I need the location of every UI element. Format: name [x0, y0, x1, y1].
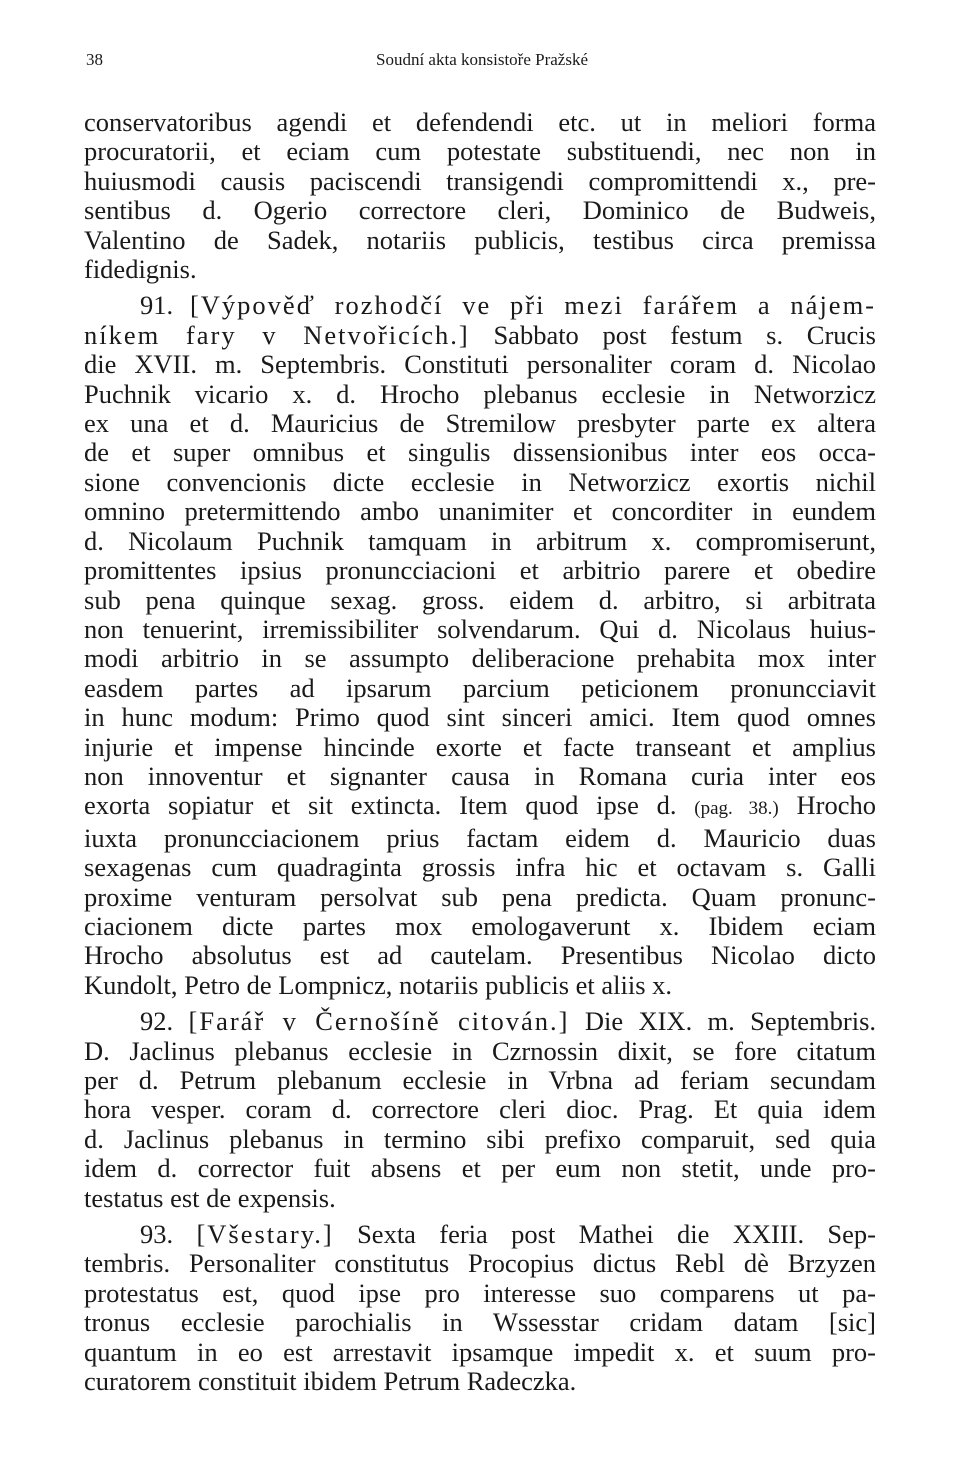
- text-line: iuxta pronuncciacionem prius factam eidem d. Mauricio duas: [84, 822, 876, 853]
- text-line: tronus ecclesie parochialis in Wssesstar cridam datam [sic]: [84, 1307, 876, 1338]
- page-number: 38: [86, 50, 103, 69]
- text-line: Hrocho absolutus est ad cautelam. Presentibus Nicolao dicto: [84, 940, 876, 971]
- text-line: hora vesper. coram d. correctore cleri dioc. Prag. Et quia idem: [84, 1094, 876, 1125]
- text-line: tembris. Personaliter constitutus Procopius dictus Rebl dè Brzyzen: [84, 1248, 876, 1279]
- text-line: sexagenas cum quadraginta grossis infra hic et octavam s. Galli: [84, 852, 876, 883]
- text-line: omnino pretermittendo ambo unanimiter et concorditer in eundem: [84, 496, 876, 527]
- text-line: protestatus est, quod ipse pro interesse suo comparens ut pa-: [84, 1277, 876, 1308]
- text-line: [84, 791, 876, 823]
- body-text: [84, 108, 876, 1396]
- entry-heading: [Farář v Černošíně citován.]: [188, 1006, 570, 1037]
- text-line: non innoventur et signanter causa in Romana curia inter eos: [84, 760, 876, 791]
- text-line: curatorem constituit ibidem Petrum Radeczka.: [84, 1366, 577, 1397]
- text-line: testatus est de expensis.: [84, 1182, 336, 1213]
- text-line: procuratorii, et eciam cum potestate substituendi, nec non in: [84, 136, 876, 167]
- text-line: injurie et impense hincinde exorte et facte transeant et amplius: [84, 731, 876, 762]
- page-header: [86, 50, 878, 74]
- entry-text: exorta sopiatur et sit extincta. Item quod ipse d.: [84, 790, 677, 821]
- entry-number: 93.: [140, 1219, 174, 1250]
- text-line: D. Jaclinus plebanus ecclesie in Czrnossin dixit, se fore citatum: [84, 1035, 876, 1066]
- text-line: conservatoribus agendi et defendendi etc. ut in meliori forma: [84, 107, 876, 137]
- entry-92-heading-line: [84, 1007, 876, 1036]
- entry-heading: níkem fary v Netvořicích.]: [84, 319, 470, 350]
- text-line: d. Jaclinus plebanus in termino sibi prefixo comparuit, sed quia: [84, 1123, 876, 1154]
- running-head: Soudní akta konsistoře Pražské: [376, 50, 588, 69]
- text-line: non tenuerint, irremissibiliter solvendarum. Qui d. Nicolaus huius-: [84, 613, 876, 644]
- text-line: modi arbitrio in se assumpto deliberacione prehabita mox inter: [84, 643, 876, 674]
- entry-number: 92.: [140, 1006, 174, 1037]
- text-line: sentibus d. Ogerio correctore cleri, Dominico de Budweis,: [84, 195, 876, 226]
- entry-91-heading-line: [84, 291, 876, 320]
- text-line: Valentino de Sadek, notariis publicis, testibus circa premissa: [84, 224, 876, 255]
- entry-heading: [Výpověď rozhodčí ve při mezi farářem a nájem-: [189, 290, 877, 321]
- text-line: ex una et d. Mauricius de Stremilow presbyter parte ex altera: [84, 408, 876, 439]
- text-line: huiusmodi causis paciscendi transigendi compromittendi x., pre-: [84, 165, 876, 196]
- entry-heading: [Všestary.]: [196, 1219, 334, 1250]
- text-line: promittentes ipsius pronuncciacioni et arbitrio parere et obedire: [84, 555, 876, 586]
- text-line: sione convencionis dicte ecclesie in Networzicz exortis nichil: [84, 466, 876, 497]
- page-marker: (pag. 38.): [694, 798, 779, 820]
- text-line: die XVII. m. Septembris. Constituti personaliter coram d. Nicolao: [84, 349, 876, 380]
- text-line: per d. Petrum plebanum ecclesie in Vrbna ad feriam secundam: [84, 1065, 876, 1095]
- entry-93-heading-line: [84, 1220, 876, 1249]
- text-line: proxime venturam persolvat sub pena predicta. Quam pronunc-: [84, 881, 876, 912]
- text-line: in hunc modum: Primo quod sint sinceri amici. Item quod omnes: [84, 702, 876, 733]
- text-line: Puchnik vicario x. d. Hrocho plebanus ecclesie in Networzicz: [84, 378, 876, 409]
- entry-number: 91.: [140, 290, 174, 321]
- text-line: quantum in eo est arrestavit ipsamque impedit x. et suum pro-: [84, 1336, 876, 1367]
- entry-text: Sabbato post festum s. Crucis: [493, 319, 876, 350]
- text-line: de et super omnibus et singulis dissensionibus inter eos occa-: [84, 437, 876, 468]
- text-line: Kundolt, Petro de Lompnicz, notariis publicis et aliis x.: [84, 969, 673, 1000]
- entry-text: Die XIX. m. Septembris.: [584, 1006, 877, 1037]
- entry-text: Sexta feria post Mathei die XXIII. Sep-: [357, 1219, 876, 1250]
- text-line: d. Nicolaum Puchnik tamquam in arbitrum x. compromiserunt,: [84, 525, 876, 556]
- text-line: [84, 321, 876, 350]
- text-line: easdem partes ad ipsarum parcium peticionem pronuncciavit: [84, 672, 876, 703]
- text-line: fidedignis.: [84, 254, 197, 285]
- entry-text: Hrocho: [796, 790, 876, 821]
- text-line: sub pena quinque sexag. gross. eidem d. arbitro, si arbitrata: [84, 584, 876, 615]
- text-line: ciacionem dicte partes mox emologaverunt x. Ibidem eciam: [84, 910, 876, 941]
- text-line: idem d. corrector fuit absens et per eum non stetit, unde pro-: [84, 1153, 876, 1184]
